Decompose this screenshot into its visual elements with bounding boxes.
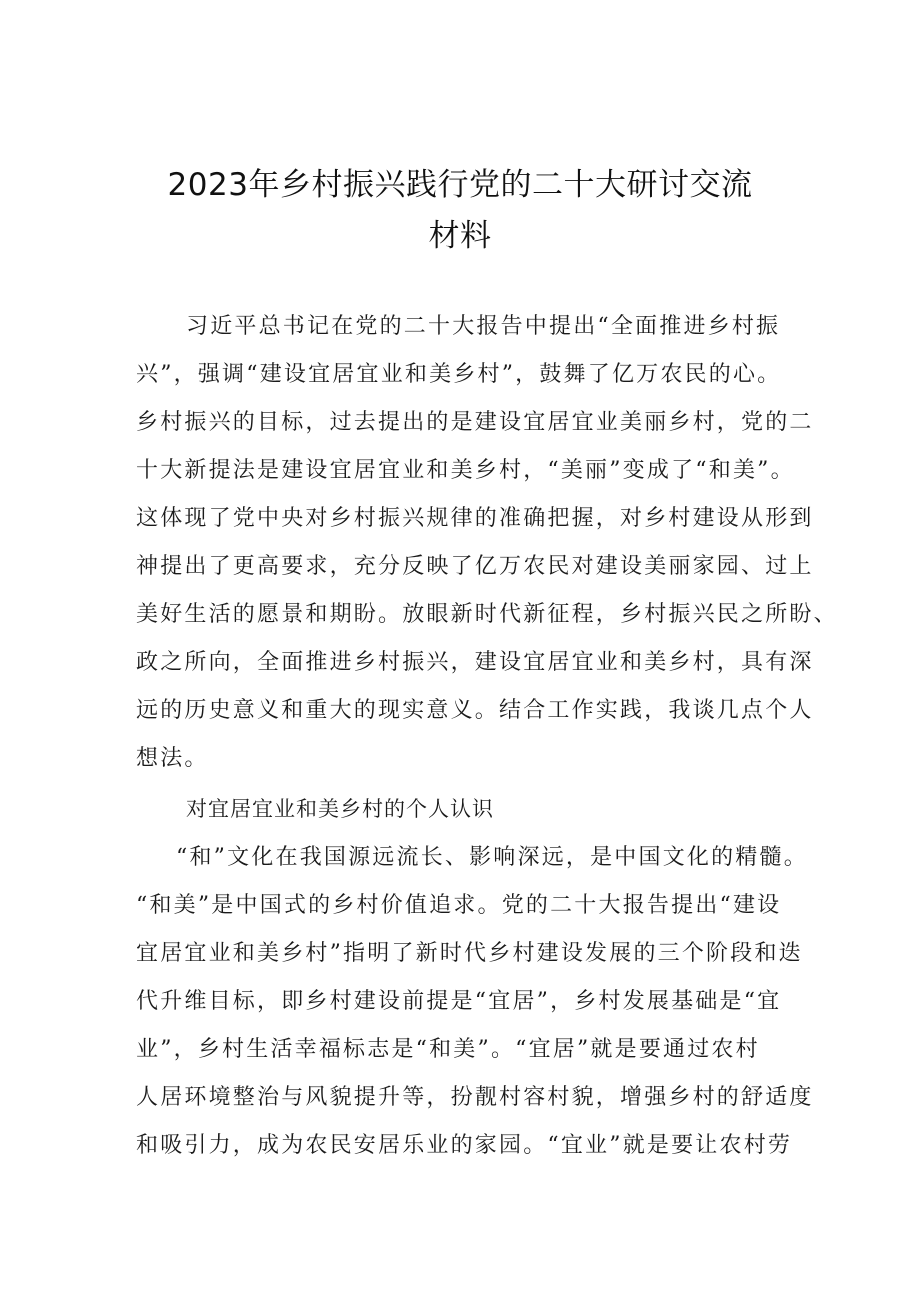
document-title-line-2: 材料 xyxy=(428,218,492,254)
section-heading: 对宜居宜业和美乡村的个人认识 xyxy=(186,797,494,821)
paragraph-1-line: 习近平总书记在党的二十大报告中提出“全面推进乡村振 xyxy=(186,314,781,339)
paragraph-2-line: “和”文化在我国源远流长、影响深远，是中国文化的精髓。 xyxy=(176,845,808,870)
paragraph-2-line: “和美”是中国式的乡村价值追求。党的二十大报告提出“建设 xyxy=(136,893,782,918)
paragraph-2-line: 代升维目标，即乡村建设前提是“宜居”，乡村发展基础是“宜 xyxy=(136,989,782,1014)
paragraph-2-line: 人居环境整治与风貌提升等，扮靓村容村貌，增强乡村的舒适度 xyxy=(136,1085,814,1110)
paragraph-1-line: 神提出了更高要求，充分反映了亿万农民对建设美丽家园、过上 xyxy=(136,554,814,579)
paragraph-2-line: 和吸引力，成为农民安居乐业的家园。“宜业”就是要让农村劳 xyxy=(136,1133,793,1158)
paragraph-1-line: 政之所向，全面推进乡村振兴，建设宜居宜业和美乡村，具有深 xyxy=(136,650,814,675)
paragraph-1-line: 十大新提法是建设宜居宜业和美乡村，“美丽”变成了“和美”。 xyxy=(136,458,795,483)
paragraph-1-line: 想法。 xyxy=(136,746,209,771)
paragraph-2-line: 业”，乡村生活幸福标志是“和美”。“宜居”就是要通过农村 xyxy=(136,1037,760,1062)
paragraph-2-line: 宜居宜业和美乡村”指明了新时代乡村建设发展的三个阶段和迭 xyxy=(136,941,803,966)
paragraph-1-line: 美好生活的愿景和期盼。放眼新时代新征程，乡村振兴民之所盼、 xyxy=(136,602,838,627)
paragraph-1-line: 兴”，强调“建设宜居宜业和美乡村”，鼓舞了亿万农民的心。 xyxy=(136,362,782,387)
document-title-line-1: 2023年乡村振兴践行党的二十大研讨交流 xyxy=(167,167,753,203)
paragraph-1-line: 远的历史意义和重大的现实意义。结合工作实践，我谈几点个人 xyxy=(136,698,814,723)
paragraph-1-line: 这体现了党中央对乡村振兴规律的准确把握，对乡村建设从形到 xyxy=(136,506,814,531)
paragraph-1-line: 乡村振兴的目标，过去提出的是建设宜居宜业美丽乡村，党的二 xyxy=(136,410,814,435)
